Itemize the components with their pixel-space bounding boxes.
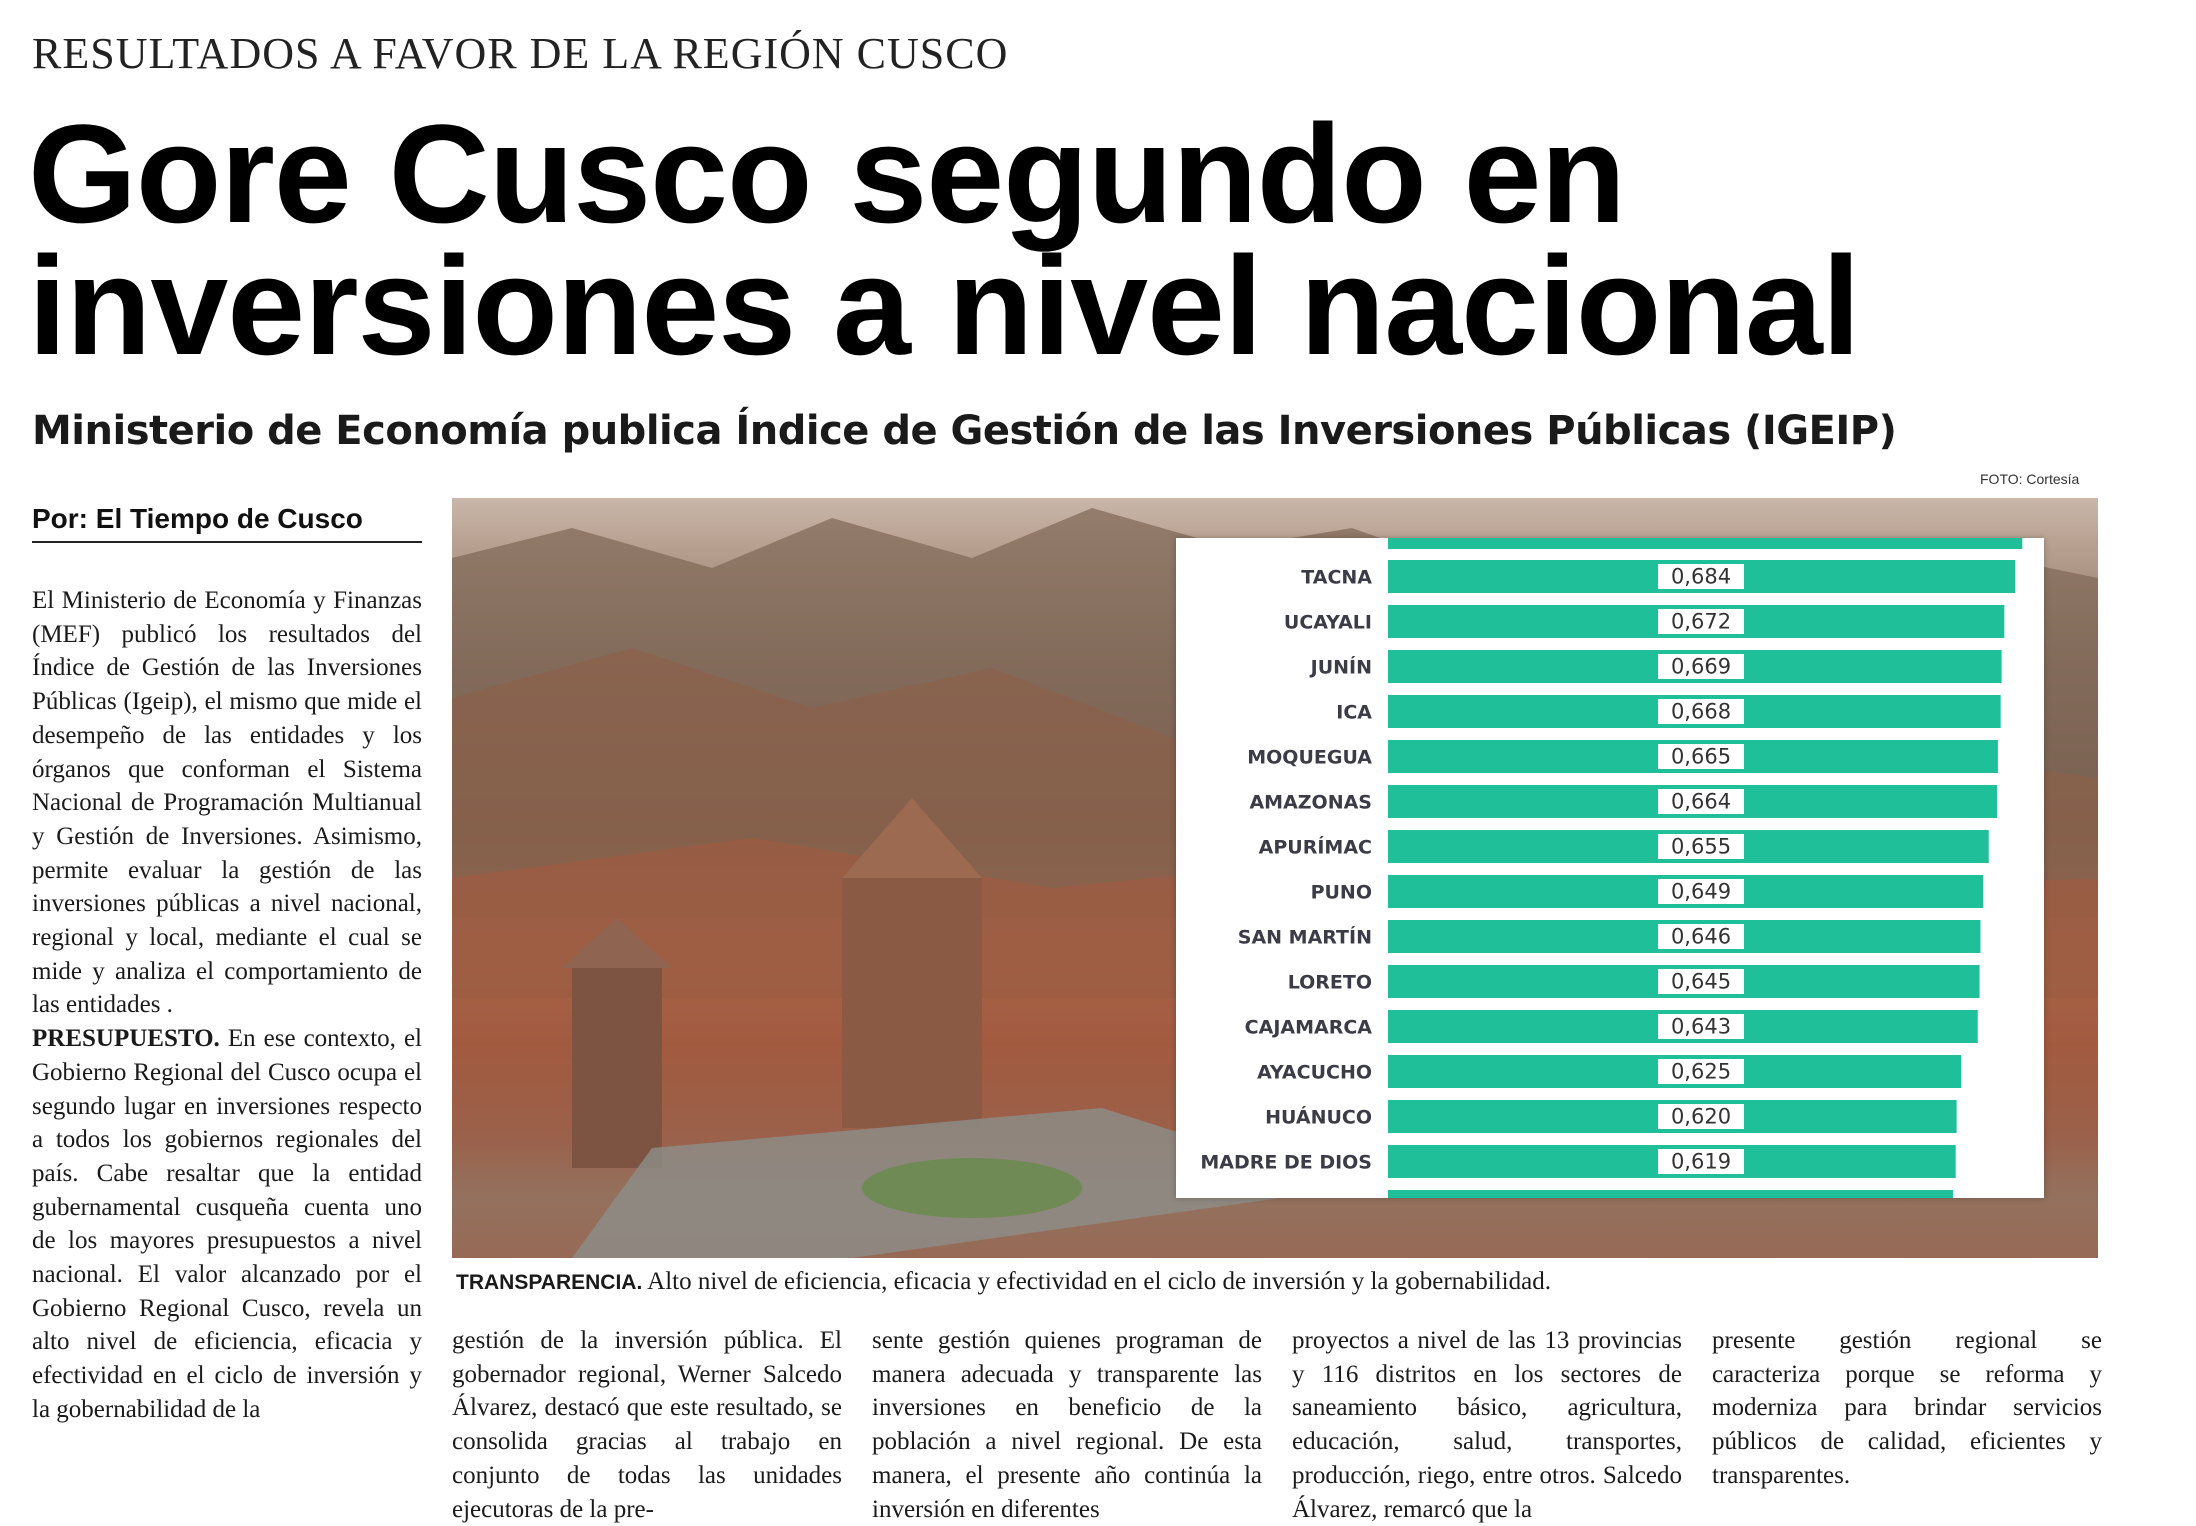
value-label-4: 0,665 bbox=[1670, 744, 1732, 769]
photo-caption bbox=[456, 1268, 1551, 1296]
category-label-10: CAJAMARCA bbox=[1244, 1016, 1372, 1039]
value-label-1: 0,672 bbox=[1670, 609, 1732, 634]
category-label-3: ICA bbox=[1336, 701, 1372, 724]
category-label-4: MOQUEGUA bbox=[1247, 746, 1372, 769]
paragraph-col3: sente gestión quienes programan de manera adecuada y transparente las inversiones en beneficio de la población a nivel regional. De esta manera, el presente año continúa la inversión en diferentes bbox=[872, 1327, 1262, 1523]
column-3 bbox=[872, 1324, 1262, 1526]
bar-chart bbox=[1176, 538, 2044, 1198]
category-label-13: MADRE DE DIOS bbox=[1200, 1151, 1372, 1174]
column-4 bbox=[1292, 1324, 1682, 1526]
category-label-1: UCAYALI bbox=[1283, 611, 1372, 634]
bar-cropped-bottom bbox=[1388, 1190, 1953, 1198]
igeip-ranking-chart bbox=[1176, 538, 2044, 1198]
category-label-8: SAN MARTÍN bbox=[1237, 926, 1372, 949]
category-label-0: TACNA bbox=[1301, 566, 1372, 589]
column-2 bbox=[452, 1324, 842, 1526]
caption-lead: TRANSPARENCIA. bbox=[456, 1271, 643, 1294]
paragraph-col2: gestión de la inversión pública. El gobernador regional, Werner Salcedo Álvarez, destacó que este resultado, se consolida gracias al trabajo en conjunto de todas las unidades ejecutoras de la pre- bbox=[452, 1327, 842, 1523]
value-label-2: 0,669 bbox=[1670, 654, 1732, 679]
headline: Gore Cusco segundo en inversiones a nivel nacional bbox=[28, 95, 1860, 384]
value-label-7: 0,649 bbox=[1670, 879, 1732, 904]
deck-subtitle: Ministerio de Economía publica Índice de Gestión de las Inversiones Públicas (IGEIP) bbox=[32, 408, 1897, 454]
category-label-9: LORETO bbox=[1287, 971, 1372, 994]
caption-text: Alto nivel de eficiencia, eficacia y efectividad en el ciclo de inversión y la gobernabilidad. bbox=[642, 1268, 1551, 1295]
value-label-9: 0,645 bbox=[1670, 969, 1732, 994]
category-label-6: APURÍMAC bbox=[1258, 836, 1372, 859]
column-5 bbox=[1712, 1324, 2102, 1493]
paragraph-col4: proyectos a nivel de las 13 provincias y 116 distritos en los sectores de saneamiento básico, agricultura, educación, salud, transportes, producción, riego, entre otros. Salcedo Álvarez, remarcó que la bbox=[1292, 1327, 1682, 1523]
category-label-11: AYACUCHO bbox=[1257, 1061, 1372, 1084]
bar-cropped-top bbox=[1388, 538, 2022, 549]
category-label-12: HUÁNUCO bbox=[1265, 1106, 1372, 1129]
value-label-3: 0,668 bbox=[1670, 699, 1732, 724]
paragraph-intro: El Ministerio de Economía y Finanzas (MEF) publicó los resultados del Índice de Gestión de las Inversiones Públicas (Igeip), el mismo que mide el desempeño de las entidades y los órganos que conforman el Sistema Nacional de Programación Multianual y Gestión de Inversiones. Asimismo, permite evaluar la gestión de las inversiones públicas a nivel nacional, regional y local, mediante el cual se mide y analiza el comportamiento de las entidades . bbox=[32, 587, 422, 1019]
value-label-11: 0,625 bbox=[1670, 1059, 1732, 1084]
photo-credit: FOTO: Cortesía bbox=[1980, 471, 2080, 487]
paragraph-text: En ese contexto, el Gobierno Regional del Cusco ocupa el segundo lugar en inversiones respecto a todos los gobiernos regionales del país. Cabe resaltar que la entidad gubernamental cusqueña cuenta uno de los mayores presupuestos a nivel nacional. El valor alcanzado por el Gobierno Regional Cusco, revela un alto nivel de eficiencia, eficacia y efectividad en el ciclo de inversión y la gobernabilidad de la bbox=[32, 1025, 422, 1423]
category-label-7: PUNO bbox=[1310, 881, 1372, 904]
value-label-6: 0,655 bbox=[1670, 834, 1732, 859]
value-label-13: 0,619 bbox=[1670, 1149, 1732, 1174]
value-label-10: 0,643 bbox=[1670, 1014, 1732, 1039]
value-label-12: 0,620 bbox=[1670, 1104, 1732, 1129]
column-1 bbox=[32, 584, 422, 1427]
value-label-0: 0,684 bbox=[1670, 564, 1732, 589]
section-lead: PRESUPUESTO. bbox=[32, 1025, 220, 1053]
byline: Por: El Tiempo de Cusco bbox=[32, 503, 422, 543]
category-label-5: AMAZONAS bbox=[1249, 791, 1372, 814]
kicker: RESULTADOS A FAVOR DE LA REGIÓN CUSCO bbox=[32, 29, 1009, 78]
paragraph-col5: presente gestión regional se caracteriza porque se reforma y moderniza para brindar servicios públicos de calidad, eficientes y transparentes. bbox=[1712, 1327, 2102, 1489]
paragraph-presupuesto bbox=[32, 1022, 422, 1426]
value-label-5: 0,664 bbox=[1670, 789, 1732, 814]
category-label-2: JUNÍN bbox=[1310, 656, 1372, 679]
value-label-8: 0,646 bbox=[1670, 924, 1732, 949]
